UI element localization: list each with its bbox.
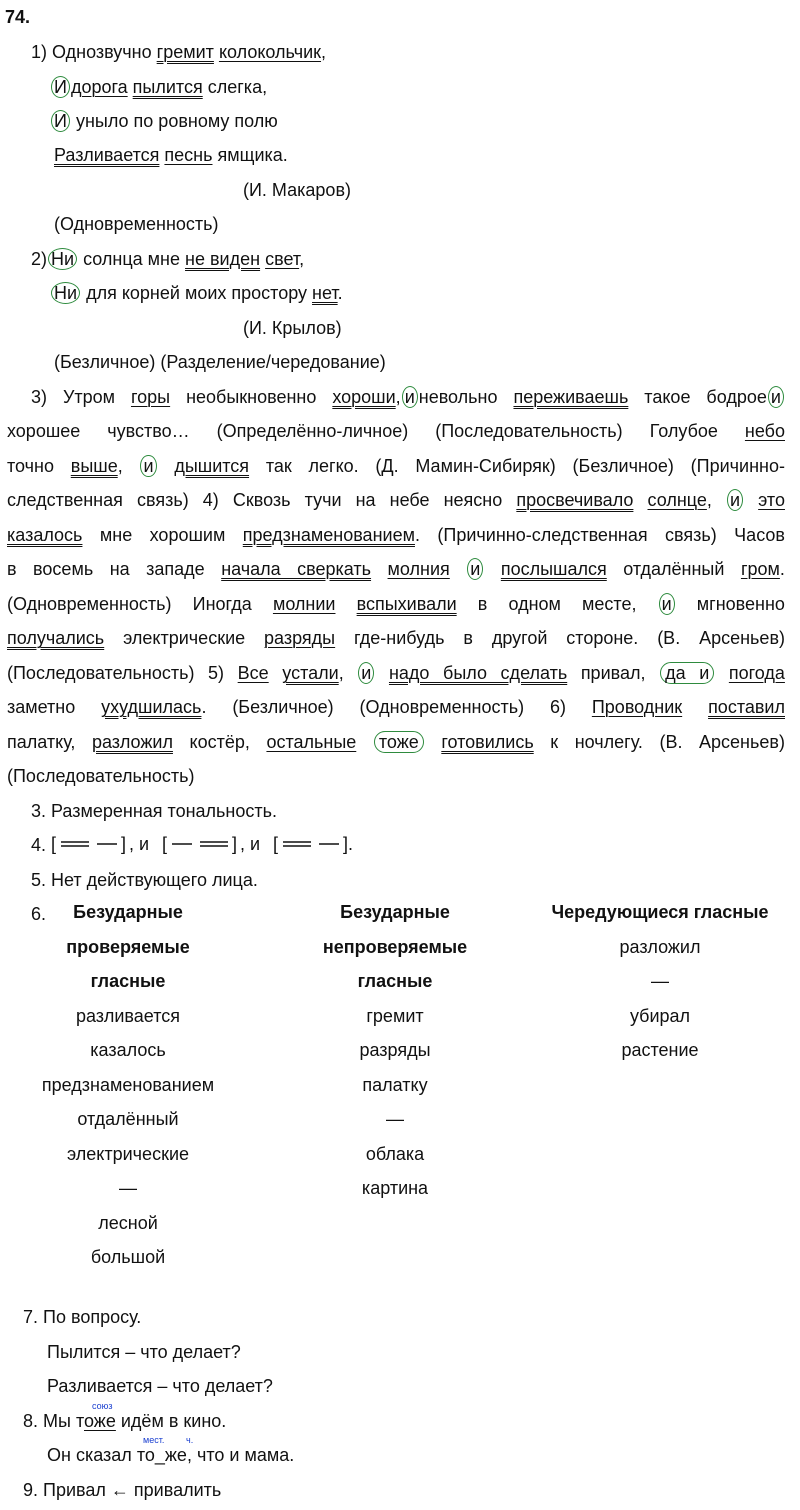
svg-text:]: ] [121, 834, 127, 854]
table-header-line: гласные [90, 971, 166, 991]
table-cell: — [651, 971, 669, 991]
para-line-7: (Одновременность) Иногда молнии вспыхивали в одном месте, и мгновенно [7, 594, 785, 614]
predicate: гремит [156, 42, 214, 62]
poem1-line4: Разливается песнь ямщика. [54, 145, 288, 165]
scheme-sep-1: , и [129, 834, 150, 854]
answer-5: 5. Нет действующего лица. [31, 870, 258, 890]
table-cell: лесной [98, 1212, 158, 1233]
para-line-4: следственная связь) 4) Сквозь тучи на небе неясно просвечивало солнце, и это [7, 490, 785, 510]
table-cell: разливается [75, 1005, 180, 1026]
answer-8: 8. Мы тоже идём в кино. [23, 1411, 227, 1431]
para-line-5: казалось мне хорошим предзнаменованием. (Причинно-следственная связь) Часов [7, 525, 785, 545]
table-header-line: Чередующиеся гласные [551, 902, 769, 922]
table-header-line: проверяемые [66, 936, 190, 957]
svg-text:].: ]. [343, 834, 354, 854]
sentence-scheme [51, 834, 354, 855]
poem2-line2: Ни для корней моих простору нет. [50, 276, 343, 311]
para-line-10: заметно ухудшилась. (Безличное) (Одновременность) 6) Проводник поставил [7, 697, 785, 717]
table-header-line: гласные [357, 971, 433, 991]
para-line-11: палатку, разложил костёр, остальные тоже готовились к ночлегу. (В. Арсеньев) [7, 732, 785, 752]
table-cell: большой [90, 1247, 166, 1267]
annotation-conjunction: союз [92, 1401, 113, 1411]
para-line-1: 3) Утром горы необыкновенно хороши, и невольно переживаешь такое бодрое и [31, 380, 785, 415]
svg-text:]: ] [232, 834, 238, 854]
poem1-line3: И уныло по ровному полю [50, 104, 278, 139]
annotation-pronoun: мест. [143, 1435, 165, 1445]
table-cell: отдалённый [77, 1109, 179, 1129]
poem1-note: (Одновременность) [54, 214, 219, 234]
table-header-line: Безударные [73, 902, 183, 922]
poem2-line1: 2) Ни солнца мне не виден свет, [31, 249, 305, 269]
para-line-2: хорошее чувство… (Определённо-личное) (Последовательность) Голубое небо [7, 421, 785, 441]
table-header-line: Безударные [340, 902, 450, 922]
para-line-9: (Последовательность) 5) Все устали, и надо было сделать привал, да и погода [7, 663, 785, 683]
table-cell: палатку [362, 1074, 428, 1095]
poem2-author: (И. Крылов) [243, 318, 342, 338]
conjunction-circled: И [51, 76, 70, 98]
answer-9: 9. Привал ← привалить [23, 1480, 222, 1500]
scheme-sep-2: , и [240, 834, 261, 854]
table-cell: убирал [629, 1005, 691, 1026]
table-cell: электрические [66, 1143, 190, 1164]
svg-text:[: [ [162, 834, 168, 854]
answer-8-line2: Он сказал то_же, что и мама. [47, 1445, 295, 1465]
table-col-checked [18, 895, 238, 1275]
answer-3: 3. Размеренная тональность. [31, 801, 277, 821]
table-cell: предзнаменованием [41, 1074, 215, 1095]
para-line-8: получались электрические разряды где-нибудь в другой стороне. (В. Арсеньев) [7, 628, 785, 648]
conjunction-circled: И [51, 110, 70, 132]
subject: колокольчик [218, 42, 322, 62]
answer-4: 4. [ ] [ ] [ ]. , и , и [31, 834, 354, 855]
poem1-line2: И дорога пылится слегка, [50, 70, 267, 105]
answer-7-line2: Пылится – что делает? [47, 1342, 241, 1362]
svg-text:[: [ [51, 834, 57, 854]
table-cell: картина [361, 1178, 429, 1198]
table-col-unchecked [290, 895, 500, 1206]
table-cell: разложил [619, 936, 701, 957]
answer-7-line3: Разливается – что делает? [47, 1376, 273, 1396]
annotation-particle: ч. [186, 1435, 194, 1445]
para-line-3: точно выше, и дышится так легко. (Д. Мамин-Сибиряк) (Безличное) (Причинно- [7, 456, 785, 476]
table-cell: — [119, 1178, 137, 1198]
table-cell: казалось [90, 1040, 166, 1060]
table-cell: облака [365, 1143, 425, 1164]
answer-7: 7. По вопросу. [23, 1307, 142, 1327]
table-cell: гремит [366, 1005, 424, 1026]
table-header-line: непроверяемые [322, 936, 468, 957]
table-cell: — [386, 1109, 404, 1129]
table-cell: разряды [359, 1040, 431, 1060]
poem1-author: (И. Макаров) [243, 180, 351, 200]
table-cell: растение [621, 1040, 699, 1060]
poem1-line1: 1) Однозвучно гремит колокольчик, [31, 42, 327, 62]
svg-text:[: [ [273, 834, 279, 854]
table-col-alternating [520, 895, 800, 1068]
exercise-number: 74. [5, 7, 31, 27]
poem2-note: (Безличное) (Разделение/чередование) [54, 352, 386, 372]
para-line-6: в восемь на западе начала сверкать молния и послышался отдалённый гром. [7, 559, 785, 579]
para-line-12: (Последовательность) [7, 766, 195, 786]
answer-6-number: 6. [31, 904, 47, 924]
